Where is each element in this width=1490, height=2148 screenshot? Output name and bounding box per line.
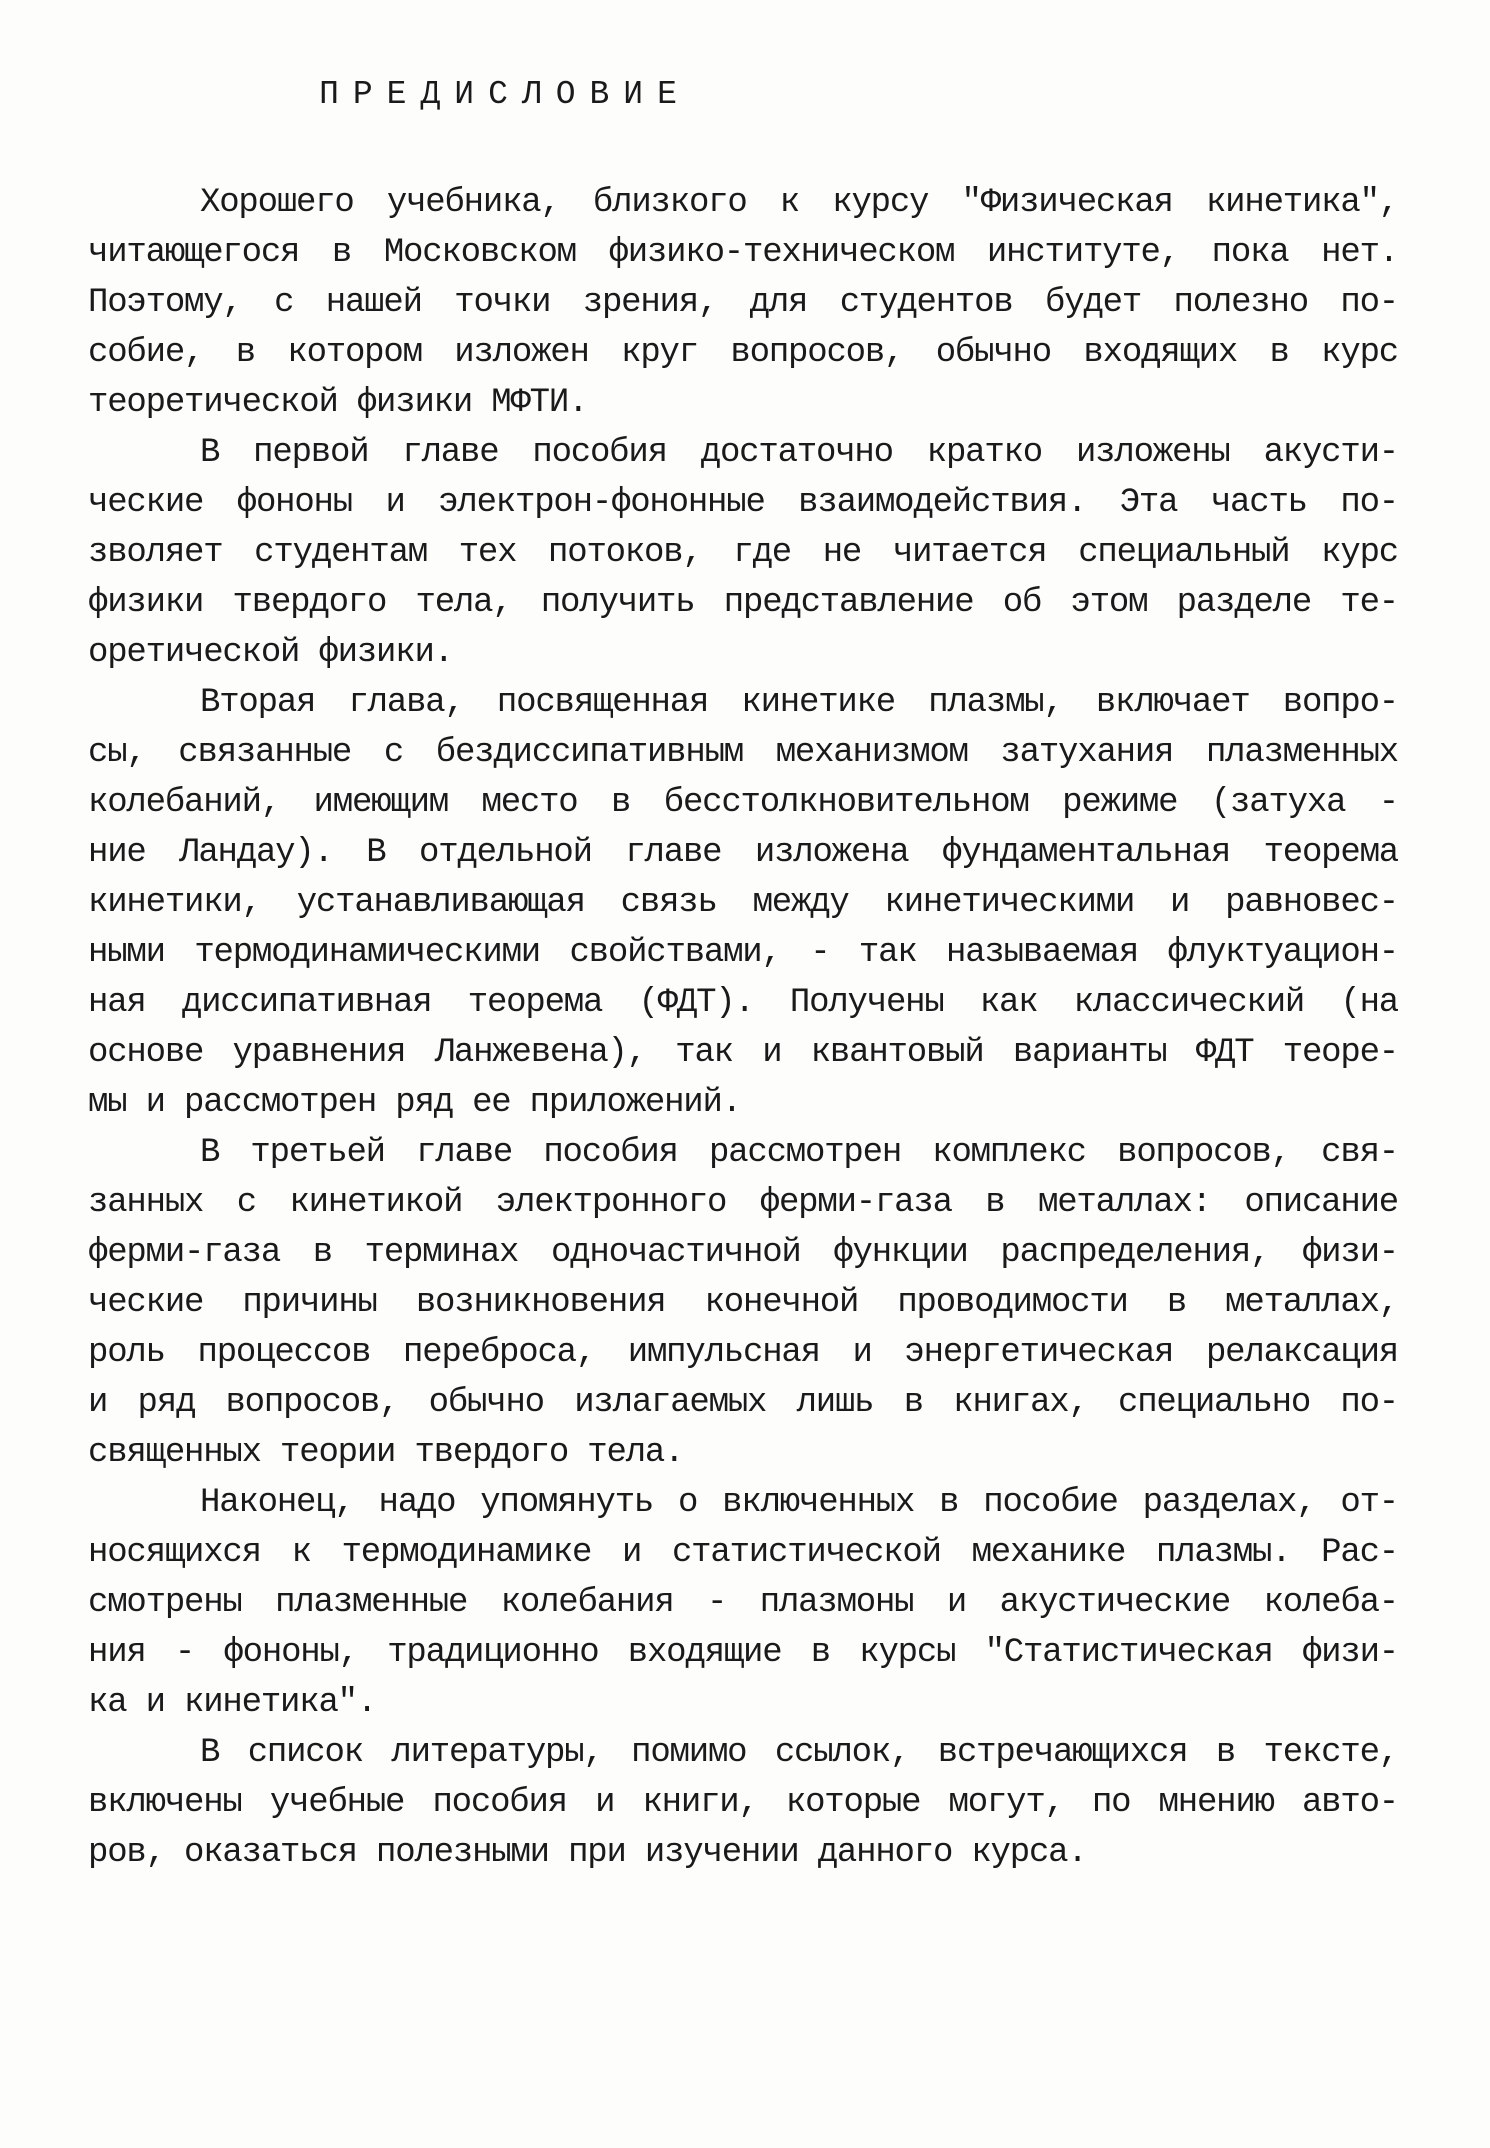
paragraph-3 [88,678,1398,1128]
text-line: В третьей главе пособия рассмотрен комплекс вопросов, свя- [200,1134,1398,1172]
text-line: ферми-газа в терминах одночастичной функции распределения, физи- [88,1234,1398,1272]
page-title: ПРЕДИСЛОВИЕ [319,76,691,113]
text-line: Поэтому, с нашей точки зрения, для студентов будет полезно по- [88,284,1398,322]
paragraph-5 [88,1478,1398,1728]
text-line: колебаний, имеющим место в бесстолкновительном режиме (затуха - [88,784,1398,822]
paragraph-4 [88,1128,1398,1478]
text-line: ная диссипативная теорема (ФДТ). Получены как классический (на [88,984,1398,1022]
text-line: оретической физики. [88,634,453,672]
text-line: ными термодинамическими свойствами, - так называемая флуктуацион- [88,934,1398,972]
text-line: читающегося в Московском физико-техническом институте, пока нет. [88,234,1398,272]
text-line: смотрены плазменные колебания - плазмоны и акустические колеба- [88,1584,1398,1622]
text-line: зволяет студентам тех потоков, где не читается специальный курс [88,534,1398,572]
text-line: ка и кинетика". [88,1684,377,1722]
text-line: носящихся к термодинамике и статистической механике плазмы. Рас- [88,1534,1398,1572]
text-line: основе уравнения Ланжевена), так и квантовый варианты ФДТ теоре- [88,1034,1398,1072]
text-line: сы, связанные с бездиссипативным механизмом затухания плазменных [88,734,1398,772]
text-line: мы и рассмотрен ряд ее приложений. [88,1084,741,1122]
paragraph-1 [88,178,1398,428]
text-line: ров, оказаться полезными при изучении данного курса. [88,1834,1087,1872]
text-line: кинетики, устанавливающая связь между кинетическими и равновес- [88,884,1398,922]
text-line: Вторая глава, посвященная кинетике плазмы, включает вопро- [200,684,1398,722]
text-line: ческие фононы и электрон-фононные взаимодействия. Эта часть по- [88,484,1398,522]
text-line: включены учебные пособия и книги, которые могут, по мнению авто- [88,1784,1398,1822]
text-line: и ряд вопросов, обычно излагаемых лишь в книгах, специально по- [88,1384,1398,1422]
text-line: физики твердого тела, получить представление об этом разделе те- [88,584,1398,622]
text-line: ческие причины возникновения конечной проводимости в металлах, [88,1284,1398,1322]
text-line: В первой главе пособия достаточно кратко изложены акусти- [200,434,1398,472]
text-line: ние Ландау). В отдельной главе изложена фундаментальная теорема [88,834,1398,872]
text-line: ния - фононы, традиционно входящие в курсы "Статистическая физи- [88,1634,1398,1672]
text-line: В список литературы, помимо ссылок, встречающихся в тексте, [200,1734,1398,1772]
text-line: Хорошего учебника, близкого к курсу "Физическая кинетика", [200,184,1398,222]
text-line: священных теории твердого тела. [88,1434,684,1472]
text-line: занных с кинетикой электронного ферми-газа в металлах: описание [88,1184,1398,1222]
text-line: Наконец, надо упомянуть о включенных в пособие разделах, от- [200,1484,1398,1522]
preface-body [88,178,1398,1878]
text-line: роль процессов переброса, импульсная и энергетическая релаксация [88,1334,1398,1372]
paragraph-6 [88,1728,1398,1878]
paragraph-2 [88,428,1398,678]
text-line: теоретической физики МФТИ. [88,384,588,422]
text-line: собие, в котором изложен круг вопросов, обычно входящих в курс [88,334,1398,372]
